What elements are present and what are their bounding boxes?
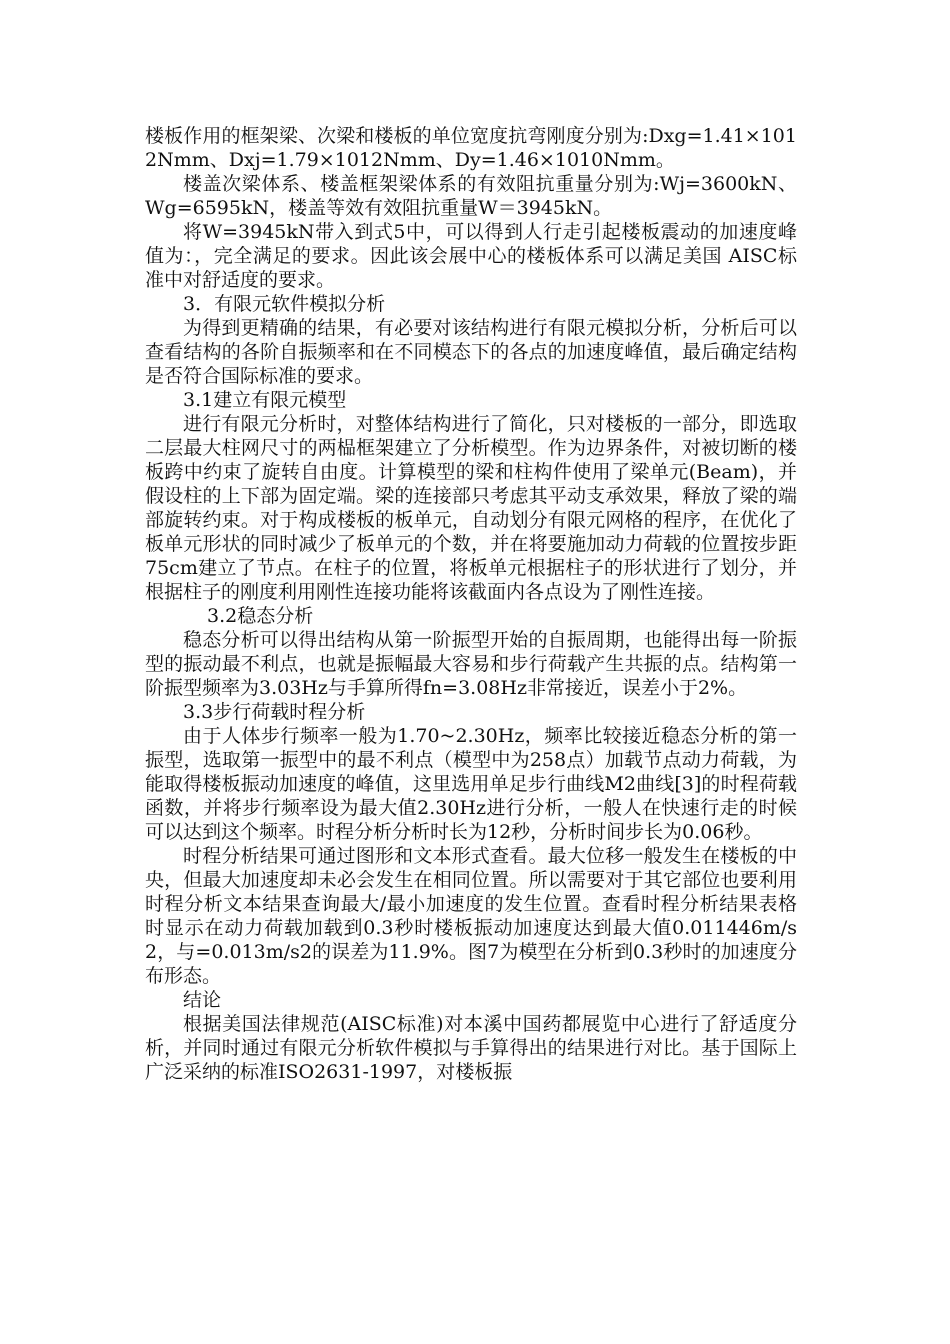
section-heading-conclusion: 结论 [183, 989, 222, 1011]
paragraph-conclusion: 根据美国法律规范(AISC标准)对本溪中国药都展览中心进行了舒适度分析，并同时通过有限元分析软件模拟与手算得出的结果进行对比。基于国际上广泛采纳的标准ISO2631-1997，对楼板振 [145, 1013, 797, 1083]
paragraph-steady-state: 稳态分析可以得出结构从第一阶振型开始的自振周期，也能得出每一阶振型的振动最不利点，也就是振幅最大容易和步行荷载产生共振的点。结构第一阶振型频率为3.03Hz与手算所得fn=3.08Hz非常接近，误差小于2%。 [145, 629, 797, 699]
paragraph-results: 时程分析结果可通过图形和文本形式查看。最大位移一般发生在楼板的中央，但最大加速度却未必会发生在相同位置。所以需要对于其它部位也要利用时程分析文本结果查询最大/最小加速度的发生位置。查看时程分析结果表格时显示在动力荷载加载到0.3秒时楼板振动加速度达到最大值0.011446m/s2，与=0.013m/s2的误差为11.9%。图7为模型在分析到0.3秒时的加速度分布形态。 [145, 845, 797, 987]
paragraph-peak-acceleration: 将W=3945kN带入到式5中，可以得到人行走引起楼板震动的加速度峰值为：，完全满足的要求。因此该会展中心的楼板体系可以满足美国 AISC标准中对舒适度的要求。 [145, 221, 797, 291]
section-heading-model: 3.1建立有限元模型 [183, 389, 347, 411]
paragraph-time-history: 由于人体步行频率一般为1.70~2.30Hz，频率比较接近稳态分析的第一振型，选取第一振型中的最不利点（模型中为258点）加载节点动力荷载，为能取得楼板振动加速度的峰值，这里选用单足步行曲线M2曲线[3]的时程荷载函数，并将步行频率设为最大值2.30Hz进行分析，一般人在快速行走的时候可以达到这个频率。时程分析分析时长为12秒，分析时间步长为0.06秒。 [145, 725, 797, 843]
paragraph-stiffness: 楼板作用的框架梁、次梁和楼板的单位宽度抗弯刚度分别为:Dxg=1.41×1012Nmm、Dxj=1.79×1012Nmm、Dy=1.46×1010Nmm。 [145, 125, 797, 171]
section-heading-fem: 3．有限元软件模拟分析 [183, 293, 386, 315]
document-body [145, 124, 797, 1084]
paragraph-impedance-weight: 楼盖次梁体系、楼盖框架梁体系的有效阻抗重量分别为:Wj=3600kN、Wg=6595kN，楼盖等效有效阻抗重量W＝3945kN。 [145, 173, 797, 219]
section-heading-steady-state: 3.2稳态分析 [207, 605, 314, 627]
paragraph-model: 进行有限元分析时，对整体结构进行了简化，只对楼板的一部分，即选取二层最大柱网尺寸的两榀框架建立了分析模型。作为边界条件，对被切断的楼板跨中约束了旋转自由度。计算模型的梁和柱构件使用了梁单元(Beam)，并假设柱的上下部为固定端。梁的连接部只考虑其平动支承效果，释放了梁的端部旋转约束。对于构成楼板的板单元，自动划分有限元网格的程序，在优化了板单元形状的同时减少了板单元的个数，并在将要施加动力荷载的位置按步距75cm建立了节点。在柱子的位置，将板单元根据柱子的形状进行了划分，并根据柱子的刚度利用刚性连接功能将该截面内各点设为了刚性连接。 [145, 413, 797, 603]
section-heading-time-history: 3.3步行荷载时程分析 [183, 701, 366, 723]
paragraph-fem-intro: 为得到更精确的结果，有必要对该结构进行有限元模拟分析，分析后可以查看结构的各阶自振频率和在不同模态下的各点的加速度峰值，最后确定结构是否符合国际标准的要求。 [145, 317, 797, 387]
